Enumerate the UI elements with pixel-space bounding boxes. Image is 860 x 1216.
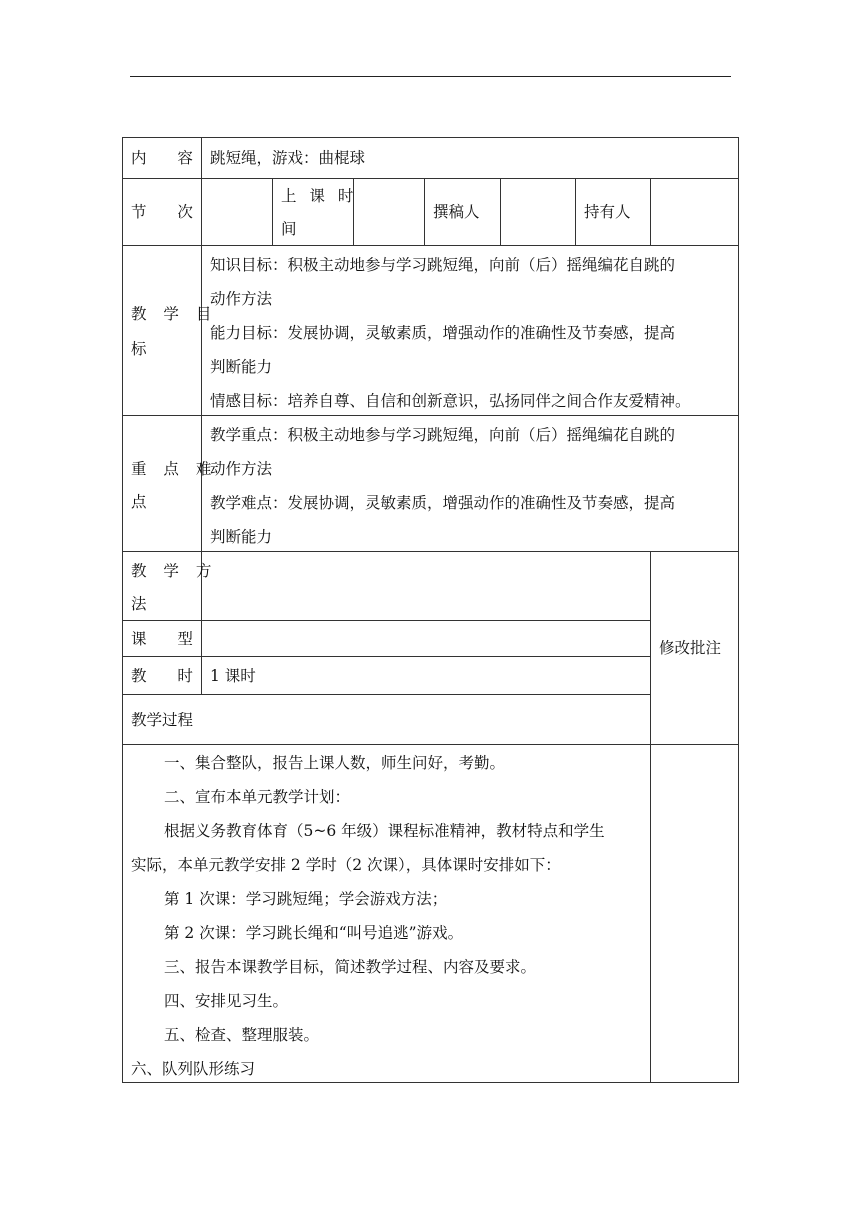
process-line: 三、报告本课教学目标，简述教学过程、内容及要求。 xyxy=(164,958,537,976)
process-label: 教学过程 xyxy=(131,711,194,729)
key-points-line: 动作方法 xyxy=(210,460,273,478)
method-label-line2: 法 xyxy=(131,595,147,613)
goals-label-line1: 教 学 目 xyxy=(131,305,218,323)
revision-notes-label: 修改批注 xyxy=(659,639,722,657)
author-label: 撰稿人 xyxy=(433,203,480,221)
hours-value: 1 课时 xyxy=(210,667,256,685)
goals-line: 情感目标：培养自尊、自信和创新意识，弘扬同伴之间合作友爱精神。 xyxy=(210,392,691,410)
process-line: 四、安排见习生。 xyxy=(164,992,289,1010)
goals-label-line2: 标 xyxy=(131,340,147,358)
goals-line: 动作方法 xyxy=(210,290,273,308)
process-line: 六、队列队形练习 xyxy=(131,1060,256,1078)
key-points-text xyxy=(210,418,732,554)
hours-label: 教 时 xyxy=(131,667,206,685)
goals-line: 能力目标：发展协调，灵敏素质，增强动作的准确性及节奏感，提高 xyxy=(210,324,676,342)
process-line: 二、宣布本单元教学计划： xyxy=(164,788,351,806)
class-time-label-line2: 间 xyxy=(281,220,297,238)
class-time-label-line1: 上 课 时 xyxy=(281,187,358,205)
goals-line: 判断能力 xyxy=(210,358,273,376)
process-line: 五、检查、整理服装。 xyxy=(164,1026,320,1044)
session-label: 节 次 xyxy=(131,203,206,221)
process-line: 第 1 次课：学习跳短绳；学会游戏方法； xyxy=(164,890,448,908)
method-label-line1: 教 学 方 xyxy=(131,562,218,580)
key-points-line: 教学重点：积极主动地参与学习跳短绳，向前（后）摇绳编花自跳的 xyxy=(210,426,676,444)
process-line: 根据义务教育体育（5~6 年级）课程标准精神，教材特点和学生 xyxy=(164,822,605,840)
goals-line: 知识目标：积极主动地参与学习跳短绳，向前（后）摇绳编花自跳的 xyxy=(210,256,676,274)
process-line: 一、集合整队，报告上课人数，师生问好，考勤。 xyxy=(164,754,506,772)
process-text xyxy=(131,746,647,1086)
holder-label: 持有人 xyxy=(584,203,631,221)
content-label: 内 容 xyxy=(131,149,206,167)
content-value: 跳短绳，游戏：曲棍球 xyxy=(210,149,366,167)
goals-text xyxy=(210,248,732,418)
key-points-line: 教学难点：发展协调，灵敏素质，增强动作的准确性及节奏感，提高 xyxy=(210,494,676,512)
key-points-label-line1: 重 点 难 xyxy=(131,460,218,478)
key-points-label-line2: 点 xyxy=(131,493,147,511)
key-points-line: 判断能力 xyxy=(210,528,273,546)
process-line: 实际，本单元教学安排 2 学时（2 次课），具体课时安排如下： xyxy=(131,856,561,874)
lesson-type-label: 课 型 xyxy=(131,630,206,648)
process-line: 第 2 次课：学习跳长绳和“叫号追逃”游戏。 xyxy=(164,924,464,942)
